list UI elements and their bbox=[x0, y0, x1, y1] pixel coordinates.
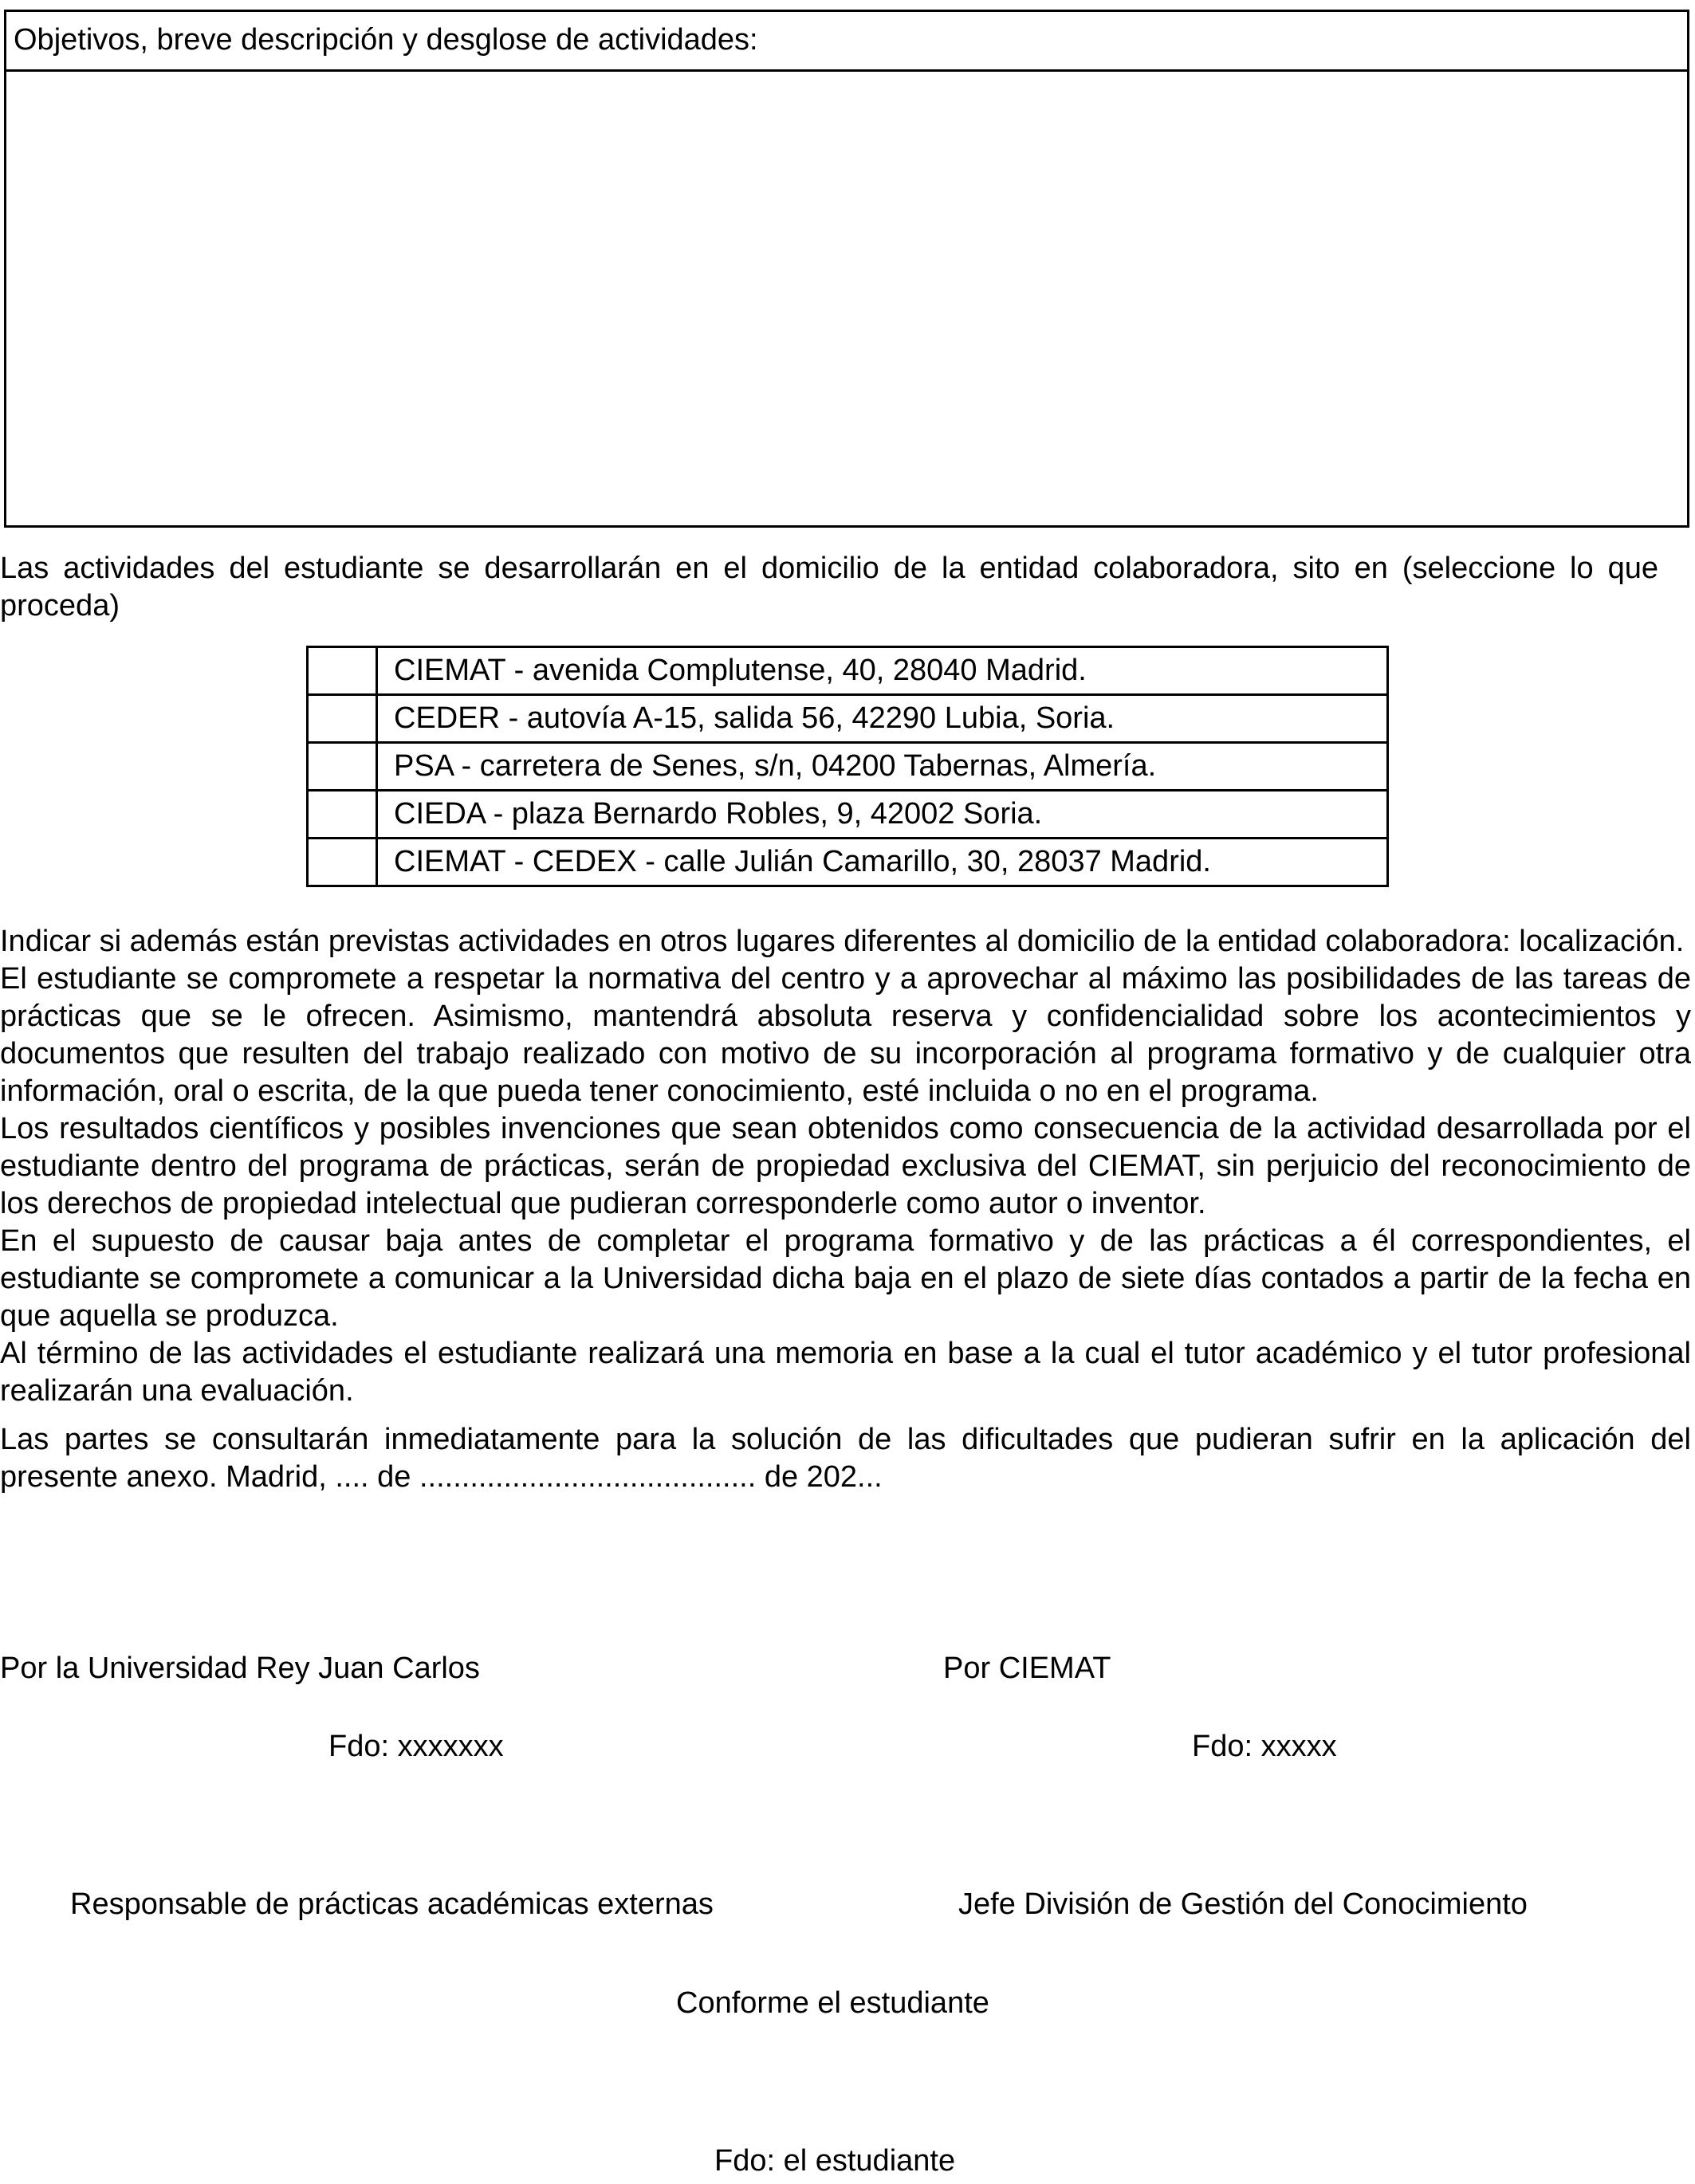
clauses bbox=[0, 923, 1691, 1496]
right-role: Jefe División de Gestión del Conocimiento bbox=[958, 1887, 1528, 1921]
location-row bbox=[308, 647, 1388, 695]
location-row bbox=[308, 743, 1388, 791]
objectives-field[interactable] bbox=[6, 72, 1687, 525]
left-party: Por la Universidad Rey Juan Carlos bbox=[0, 1652, 480, 1685]
left-role: Responsable de prácticas académicas externas bbox=[70, 1887, 714, 1921]
student-agree: Conforme el estudiante bbox=[676, 1986, 989, 2020]
location-label: CIEMAT - CEDEX - calle Julián Camarillo, 30, 28037 Madrid. bbox=[377, 839, 1388, 886]
report-paragraph: Al término de las actividades el estudiante realizará una memoria en base a la cual el tutor académico y el tutor profesional realizarán una evaluación. bbox=[0, 1337, 1691, 1408]
location-checkbox-ciemat-madrid[interactable] bbox=[308, 647, 377, 695]
location-checkbox-cedex[interactable] bbox=[308, 839, 377, 886]
student-signed: Fdo: el estudiante bbox=[714, 2144, 956, 2178]
location-intro: Las actividades del estudiante se desarrollarán en el domicilio de la entidad colaboradora, sito en (seleccione lo que proceda) bbox=[0, 552, 1658, 623]
withdrawal-paragraph: En el supuesto de causar baja antes de completar el programa formativo y de las prácticas a él correspondientes, el estudiante se compromete a comunicar a la Universidad dicha baja en el plazo de siete días contados a partir de la fecha en que aquella se produzca. bbox=[0, 1224, 1691, 1333]
location-table bbox=[306, 646, 1389, 887]
location-label: CIEDA - plaza Bernardo Robles, 9, 42002 Soria. bbox=[377, 791, 1388, 839]
right-signed: Fdo: xxxxx bbox=[1192, 1730, 1337, 1763]
location-label: CIEMAT - avenida Complutense, 40, 28040 Madrid. bbox=[377, 647, 1388, 695]
location-row bbox=[308, 839, 1388, 886]
right-party: Por CIEMAT bbox=[943, 1652, 1111, 1685]
location-row bbox=[308, 695, 1388, 743]
objectives-box bbox=[4, 10, 1689, 528]
left-signed: Fdo: xxxxxxx bbox=[328, 1730, 504, 1763]
location-checkbox-ceder[interactable] bbox=[308, 695, 377, 743]
results-paragraph: Los resultados científicos y posibles invenciones que sean obtenidos como consecuencia de la actividad desarrollada por el estudiante dentro del programa de prácticas, serán de propiedad exclusiva del CIEMAT, sin perjuicio del reconocimiento de los derechos de propiedad intelectual que pudieran corresponderle como autor o inventor. bbox=[0, 1112, 1691, 1220]
commitment-paragraph: El estudiante se compromete a respetar la normativa del centro y a aprovechar al máximo las posibilidades de las tareas de prácticas que se le ofrecen. Asimismo, mantendrá absoluta reserva y confidencialidad sobre los acontecimientos y documentos que resulten del trabajo realizado con motivo de su incorporación al programa formativo y de cualquier otra información, oral o escrita, de la que pueda tener conocimiento, esté incluida o no en el programa. bbox=[0, 962, 1691, 1108]
consultation-paragraph: Las partes se consultarán inmediatamente para la solución de las dificultades que pudieran sufrir en la aplicación del presente anexo. Madrid, .... de ........................................ de 202... bbox=[0, 1423, 1691, 1494]
location-checkbox-cieda[interactable] bbox=[308, 791, 377, 839]
location-label: CEDER - autovía A-15, salida 56, 42290 Lubia, Soria. bbox=[377, 695, 1388, 743]
location-label: PSA - carretera de Senes, s/n, 04200 Tabernas, Almería. bbox=[377, 743, 1388, 791]
location-row bbox=[308, 791, 1388, 839]
location-checkbox-psa[interactable] bbox=[308, 743, 377, 791]
other-locations-paragraph: Indicar si además están previstas actividades en otros lugares diferentes al domicilio de la entidad colaboradora: localización. bbox=[0, 925, 1685, 958]
objectives-label: Objetivos, breve descripción y desglose de actividades: bbox=[6, 12, 1687, 72]
